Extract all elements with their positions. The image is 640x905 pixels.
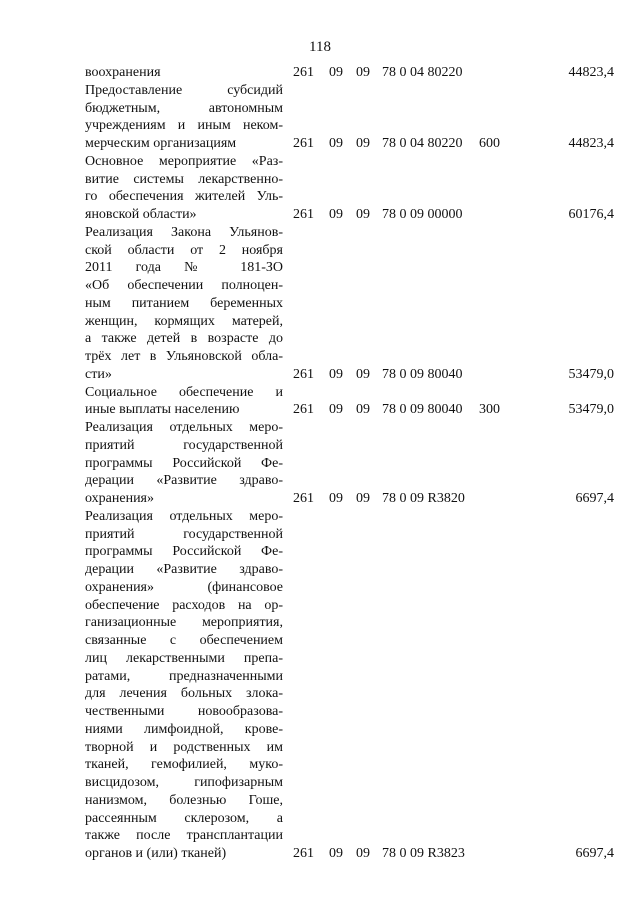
description-line: дерации «Развитие здраво- [85, 473, 283, 489]
target-article-code: 78 0 04 80220 [382, 136, 463, 151]
target-article-code: 78 0 09 80040 [382, 366, 463, 382]
subsection-code: 09 [356, 366, 370, 382]
description-line: программы Российской Фе- [85, 544, 283, 560]
row-description [85, 64, 283, 82]
description-line: яновской области» [85, 207, 197, 222]
description-line: висцидозом, гипофизарным [85, 775, 283, 790]
description-line: воохранения [85, 65, 161, 80]
table-row [0, 82, 640, 153]
description-line: бюджетным, автономным [85, 100, 283, 116]
description-line: ным питанием беременных [85, 295, 283, 311]
section-code: 09 [329, 65, 343, 80]
description-line: творной и родственных им [85, 739, 283, 755]
amount-value: 53479,0 [568, 402, 614, 418]
admin-code: 261 [293, 491, 314, 506]
target-article-code: 78 0 04 80220 [382, 65, 463, 80]
table-row [0, 419, 640, 508]
description-line: охранения» (финансовое [85, 579, 283, 595]
amount-value: 6697,4 [575, 491, 614, 506]
row-description [85, 384, 283, 420]
section-code: 09 [329, 136, 343, 151]
section-code: 09 [329, 846, 343, 861]
description-line: ганизационные мероприятия, [85, 615, 283, 631]
amount-value: 44823,4 [568, 136, 614, 151]
table-row [0, 384, 640, 420]
description-line: Реализация отдельных меро- [85, 508, 283, 524]
admin-code: 261 [293, 366, 314, 382]
description-line: ниями лимфоидной, крове- [85, 721, 283, 737]
section-code: 09 [329, 207, 343, 222]
table-row [0, 153, 640, 224]
description-line: органов и (или) тканей) [85, 846, 227, 861]
description-line: приятий государственной [85, 526, 283, 542]
description-line: для лечения больных злока- [85, 686, 283, 702]
description-line: Предоставление субсидий [85, 82, 283, 98]
description-line: а также детей в возрасте до [85, 331, 283, 347]
subsection-code: 09 [356, 65, 370, 80]
target-article-code: 78 0 09 00000 [382, 207, 463, 222]
description-line: витие системы лекарственно- [85, 171, 283, 187]
subsection-code: 09 [356, 402, 370, 418]
description-line: го обеспечения жителей Уль- [85, 189, 283, 205]
section-code: 09 [329, 366, 343, 382]
amount-value: 53479,0 [568, 366, 614, 382]
target-article-code: 78 0 09 R3823 [382, 846, 465, 861]
expense-type-code: 300 [479, 402, 500, 418]
table-row [0, 224, 640, 384]
subsection-code: 09 [356, 491, 370, 506]
amount-value: 6697,4 [575, 846, 614, 861]
table-row [0, 64, 640, 82]
expense-type-code: 600 [479, 136, 500, 151]
section-code: 09 [329, 491, 343, 506]
admin-code: 261 [293, 207, 314, 222]
description-line: связанные с обеспечением [85, 633, 283, 648]
subsection-code: 09 [356, 846, 370, 861]
description-line: 2011 года № 181-ЗО [85, 260, 283, 276]
description-line: также после трансплантации [85, 828, 283, 844]
description-line: Реализация отдельных меро- [85, 420, 283, 435]
description-line: рассеянным склерозом, а [85, 810, 283, 826]
description-line: обеспечение расходов на ор- [85, 597, 283, 613]
description-line: ской области от 2 ноября [85, 242, 283, 258]
admin-code: 261 [293, 846, 314, 861]
description-line: тканей, гемофилией, муко- [85, 757, 283, 773]
description-line: чественными новообразова- [85, 704, 283, 719]
admin-code: 261 [293, 402, 314, 418]
description-line: «Об обеспечении полноцен- [85, 278, 283, 293]
description-line: Основное мероприятие «Раз- [85, 153, 283, 169]
row-description [85, 224, 283, 384]
description-line: охранения» [85, 491, 154, 506]
target-article-code: 78 0 09 R3820 [382, 491, 465, 506]
description-line: Реализация Закона Ульянов- [85, 224, 283, 240]
table-row [0, 508, 640, 863]
description-line: программы Российской Фе- [85, 455, 283, 471]
admin-code: 261 [293, 65, 314, 80]
description-line: ратами, предназначенными [85, 668, 283, 684]
row-description [85, 419, 283, 508]
description-line: иные выплаты населению [85, 402, 240, 418]
admin-code: 261 [293, 136, 314, 151]
amount-value: 44823,4 [568, 65, 614, 80]
description-line: нанизмом, болезнью Гоше, [85, 792, 283, 808]
description-line: Социальное обеспечение и [85, 384, 283, 400]
subsection-code: 09 [356, 207, 370, 222]
subsection-code: 09 [356, 136, 370, 151]
description-line: лиц лекарственными препа- [85, 650, 283, 666]
page-number: 118 [309, 39, 331, 55]
row-description [85, 508, 283, 863]
row-description [85, 82, 283, 153]
description-line: приятий государственной [85, 437, 283, 453]
description-line: сти» [85, 366, 112, 382]
description-line: трёх лет в Ульяновской обла- [85, 349, 283, 364]
description-line: мерческим организациям [85, 136, 237, 151]
section-code: 09 [329, 402, 343, 418]
row-description [85, 153, 283, 224]
amount-value: 60176,4 [568, 207, 614, 222]
target-article-code: 78 0 09 80040 [382, 402, 463, 418]
description-line: дерации «Развитие здраво- [85, 562, 283, 577]
description-line: учреждениям и иным неком- [85, 118, 283, 134]
description-line: женщин, кормящих матерей, [85, 313, 283, 329]
